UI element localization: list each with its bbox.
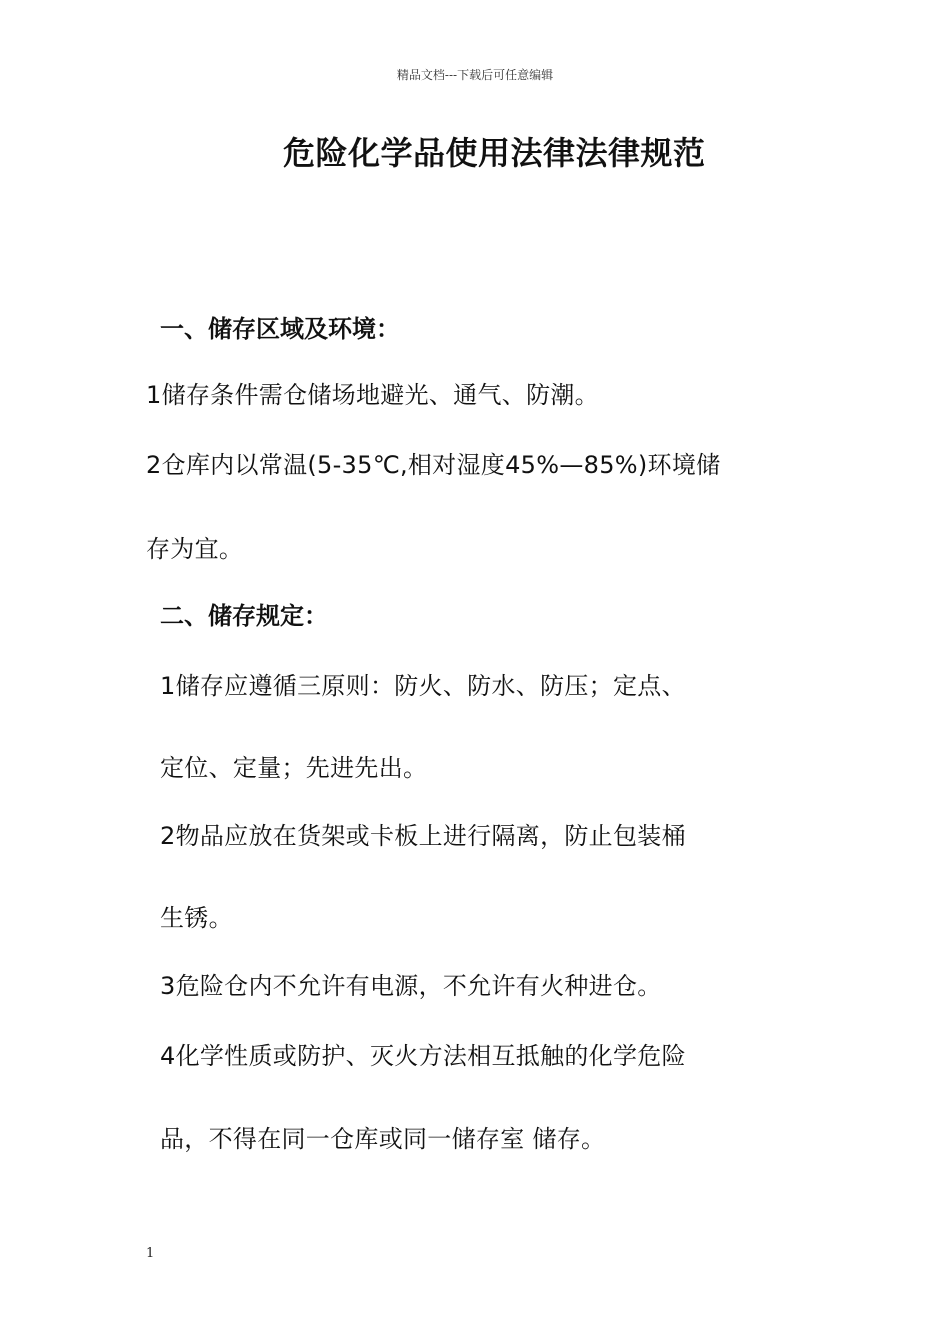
paragraph-line: 2仓库内以常温(5-35℃,相对湿度45%—85%)环境储 xyxy=(146,451,721,479)
paragraph-line: 2物品应放在货架或卡板上进行隔离，防止包装桶 xyxy=(160,822,686,850)
section-heading-storage-environment: 一、储存区域及环境： xyxy=(160,315,400,343)
paragraph-line: 1储存应遵循三原则：防火、防水、防压；定点、 xyxy=(160,672,686,700)
paragraph-line: 4化学性质或防护、灭火方法相互抵触的化学危险 xyxy=(160,1042,686,1070)
paragraph-line: 1储存条件需仓储场地避光、通气、防潮。 xyxy=(146,381,599,409)
paragraph-line: 生锈。 xyxy=(160,904,233,932)
page-number: 1 xyxy=(146,1246,155,1261)
document-title: 危险化学品使用法律法律规范 xyxy=(283,134,706,172)
paragraph-line: 定位、定量；先进先出。 xyxy=(160,754,428,782)
header-note: 精品文档---下载后可任意编辑 xyxy=(396,68,554,82)
paragraph-line: 存为宜。 xyxy=(146,535,244,563)
paragraph-line: 品，不得在同一仓库或同一储存室 储存。 xyxy=(160,1125,606,1153)
section-heading-storage-rules: 二、储存规定： xyxy=(160,602,328,630)
paragraph-line: 3危险仓内不允许有电源，不允许有火种进仓。 xyxy=(160,972,662,1000)
